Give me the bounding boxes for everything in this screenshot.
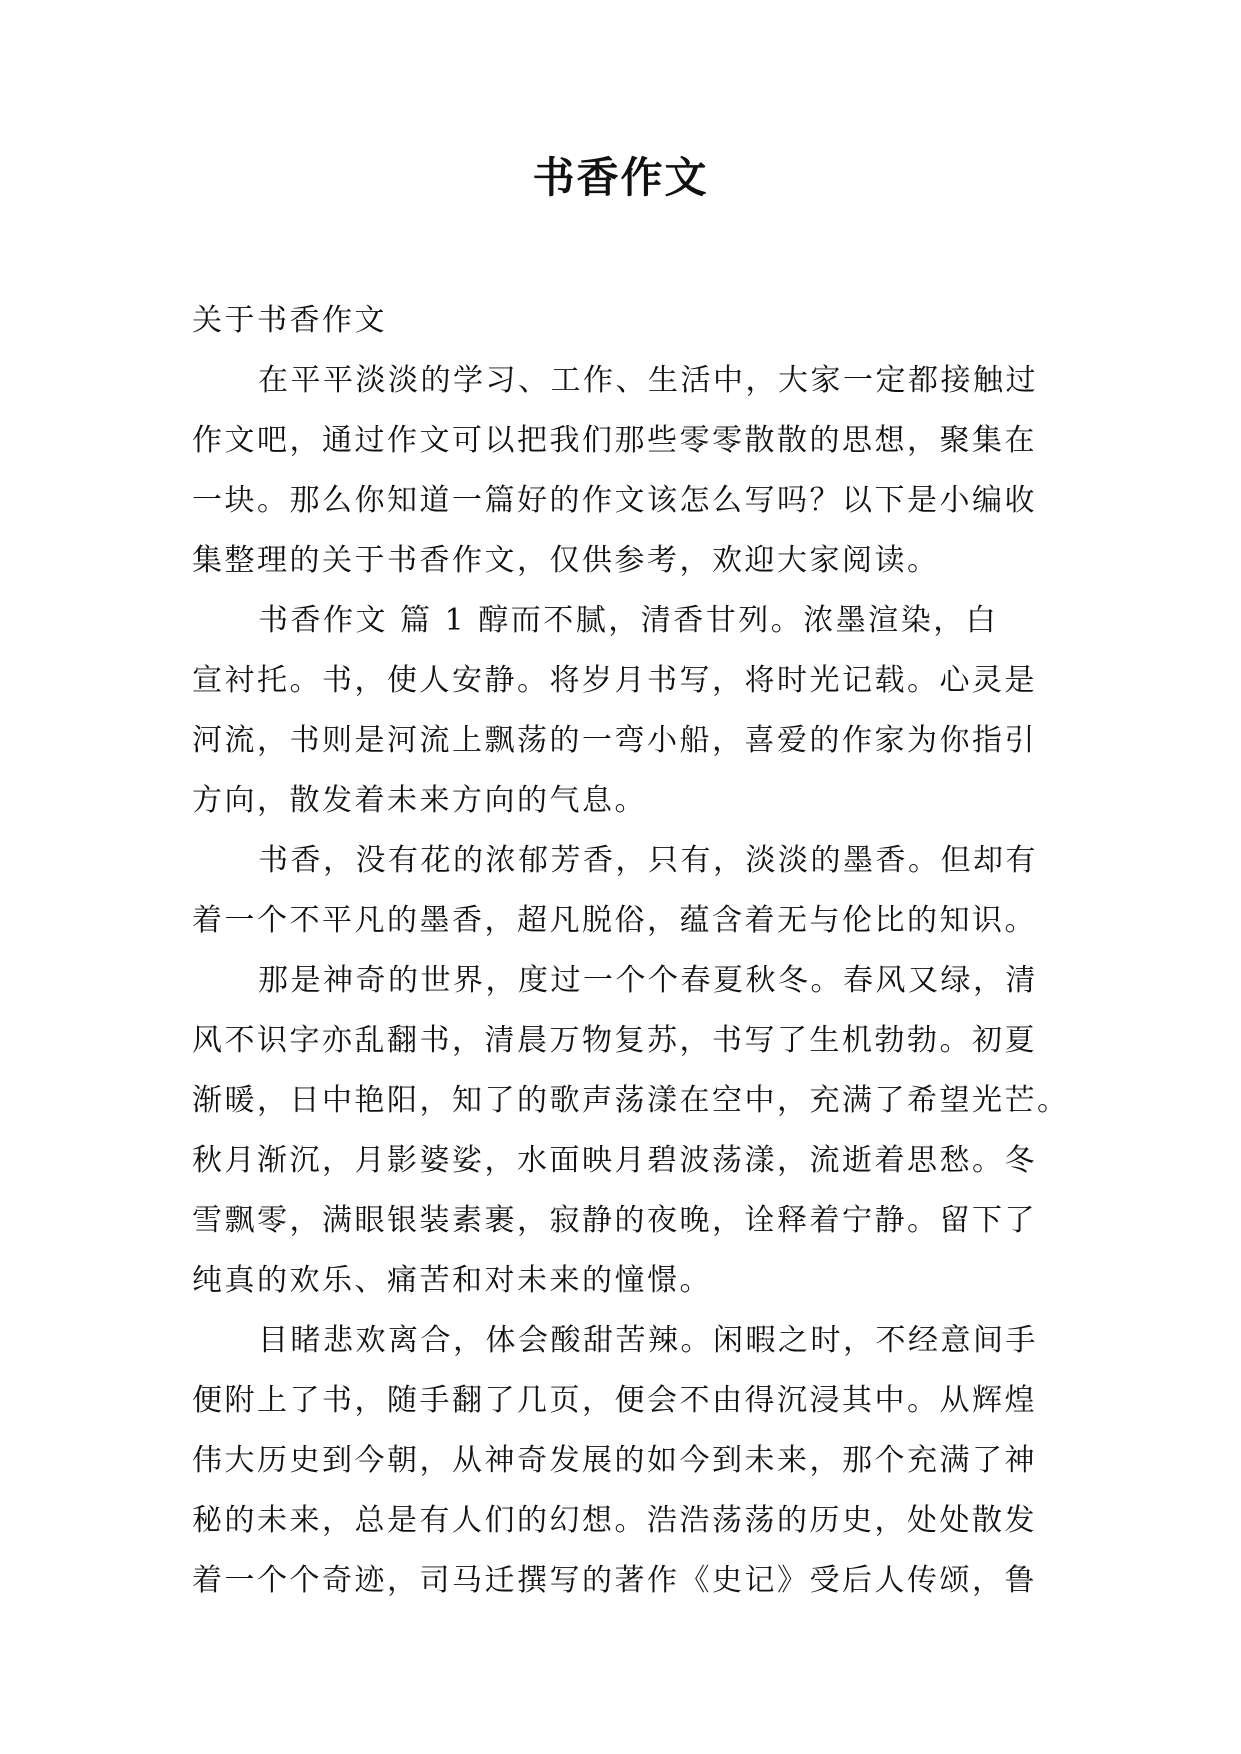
text-line: 宣衬托。书，使人安静。将岁月书写，将时光记载。心灵是 (192, 663, 1037, 698)
text-line: 秘的未来，总是有人们的幻想。浩浩荡荡的历史，处处散发 (192, 1503, 1037, 1538)
text-line: 渐暖，日中艳阳，知了的歌声荡漾在空中，充满了希望光芒。 (192, 1083, 1070, 1118)
document-body (192, 291, 1072, 1611)
text-line: 便附上了书，随手翻了几页，便会不由得沉浸其中。从辉煌 (192, 1383, 1037, 1418)
text-line: 风不识字亦乱翻书，清晨万物复苏，书写了生机勃勃。初夏 (192, 1023, 1037, 1058)
text-line: 目睹悲欢离合，体会酸甜苦辣。闲暇之时，不经意间手 (258, 1323, 1038, 1358)
text-line: 关于书香作文 (192, 303, 387, 338)
text-line: 书香作文 篇 1 醇而不腻，清香甘列。浓墨渲染，白 (258, 603, 999, 638)
text-line: 在平平淡淡的学习、工作、生活中，大家一定都接触过 (258, 363, 1038, 398)
text-line: 纯真的欢乐、痛苦和对未来的憧憬。 (192, 1263, 712, 1298)
text-line: 着一个个奇迹，司马迁撰写的著作《史记》受后人传颂，鲁 (192, 1563, 1037, 1598)
text-line: 着一个不平凡的墨香，超凡脱俗，蕴含着无与伦比的知识。 (192, 903, 1037, 938)
text-line: 书香，没有花的浓郁芳香，只有，淡淡的墨香。但却有 (258, 843, 1038, 878)
text-line: 伟大历史到今朝，从神奇发展的如今到未来，那个充满了神 (192, 1443, 1037, 1478)
text-line: 那是神奇的世界，度过一个个春夏秋冬。春风又绿，清 (258, 963, 1038, 998)
document-title: 书香作文 (532, 153, 709, 202)
text-line: 秋月渐沉，月影婆娑，水面映月碧波荡漾，流逝着思愁。冬 (192, 1143, 1037, 1178)
text-line: 方向，散发着未来方向的气息。 (192, 783, 647, 818)
text-line: 作文吧，通过作文可以把我们那些零零散散的思想，聚集在 (192, 423, 1037, 458)
text-line: 一块。那么你知道一篇好的作文该怎么写吗？以下是小编收 (192, 483, 1037, 518)
text-line: 集整理的关于书香作文，仅供参考，欢迎大家阅读。 (192, 543, 940, 578)
text-line: 河流，书则是河流上飘荡的一弯小船，喜爱的作家为你指引 (192, 723, 1037, 758)
text-line: 雪飘零，满眼银装素裹，寂静的夜晚，诠释着宁静。留下了 (192, 1203, 1037, 1238)
